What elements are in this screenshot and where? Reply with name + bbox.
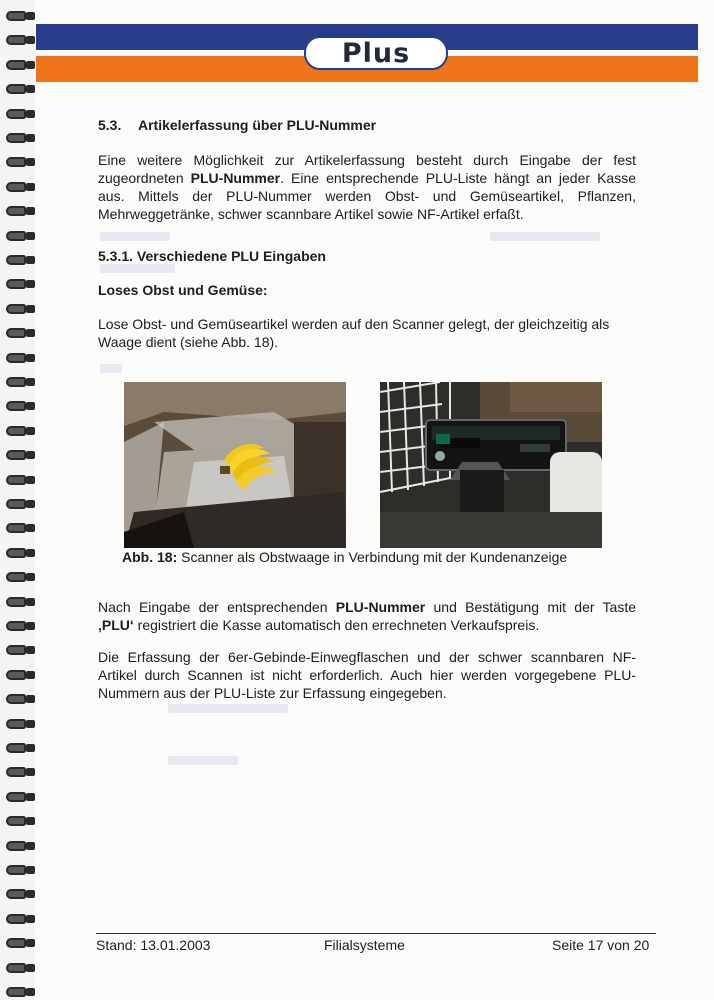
bottles-paragraph: Die Erfassung der 6er-Gebinde-Einwegflaschen und der schwer scannbaren NF-Artikel durch Scannen ist nicht erforderlich. Auch hier werden vorgegebene PLU-Nummern aus der PLU-Liste zur Erfassung eingegeben. bbox=[98, 649, 636, 701]
binding-ring bbox=[6, 181, 36, 193]
scanner-bananas-illustration bbox=[124, 382, 346, 548]
binding-ring bbox=[6, 693, 36, 705]
intro-text-end: . Eine entsprechende PLU-Liste hängt an jeder Kasse aus. Mittels der PLU-Nummer werden Obst- und Gemüseartikel, Pflanzen, Mehrweggetränke, schwer scannbare Artikel sowie NF-Artikel erfaßt. bbox=[98, 170, 636, 222]
binding-ring bbox=[6, 205, 36, 217]
binding-ring bbox=[6, 742, 36, 754]
figure-label: Abb. 18: bbox=[122, 549, 178, 565]
binding-ring bbox=[6, 132, 36, 144]
binding-ring bbox=[6, 864, 36, 876]
binding-ring bbox=[6, 449, 36, 461]
footer-date: Stand: 13.01.2003 bbox=[96, 937, 211, 953]
entry-bold-plu-key: ‚PLU‘ bbox=[98, 617, 134, 633]
binding-ring bbox=[6, 352, 36, 364]
binding-ring bbox=[6, 596, 36, 608]
entry-text-middle: und Bestätigung mit der Taste bbox=[425, 599, 636, 615]
photo-scanner-with-bananas bbox=[124, 382, 346, 548]
binding-ring bbox=[6, 766, 36, 778]
section-number: 5.3. bbox=[98, 117, 122, 133]
binding-ring bbox=[6, 156, 36, 168]
customer-display-illustration bbox=[380, 382, 602, 548]
binding-ring bbox=[6, 888, 36, 900]
binding-ring bbox=[6, 34, 36, 46]
section-title: Artikelerfassung über PLU-Nummer bbox=[138, 117, 377, 133]
binding-ring bbox=[6, 644, 36, 656]
binding-ring bbox=[6, 498, 36, 510]
binding-ring bbox=[6, 376, 36, 388]
footer-department: Filialsysteme bbox=[324, 937, 405, 953]
figure-caption bbox=[122, 549, 567, 565]
brand-header bbox=[36, 24, 698, 82]
binding-ring bbox=[6, 522, 36, 534]
footer-divider bbox=[96, 933, 656, 934]
binding-ring bbox=[6, 962, 36, 974]
binding-ring bbox=[6, 718, 36, 730]
binding-ring bbox=[6, 254, 36, 266]
binding-ring bbox=[6, 108, 36, 120]
subheading-loose-produce: Loses Obst und Gemüse: bbox=[98, 282, 268, 298]
binding-ring bbox=[6, 425, 36, 437]
binding-ring bbox=[6, 303, 36, 315]
figure-caption-text: Scanner als Obstwaage in Verbindung mit der Kundenanzeige bbox=[177, 549, 568, 565]
binding-ring bbox=[6, 83, 36, 95]
subsection-heading: 5.3.1. Verschiedene PLU Eingaben bbox=[98, 248, 326, 264]
binding-ring bbox=[6, 230, 36, 242]
binding-ring bbox=[6, 791, 36, 803]
entry-paragraph bbox=[98, 598, 636, 634]
spiral-binding bbox=[0, 0, 40, 1000]
scanner-paragraph: Lose Obst- und Gemüseartikel werden auf den Scanner gelegt, der gleichzeitig als Waage dient (siehe Abb. 18). bbox=[98, 316, 610, 350]
photo-customer-display bbox=[380, 382, 602, 548]
binding-ring bbox=[6, 986, 36, 998]
binding-ring bbox=[6, 620, 36, 632]
binding-ring bbox=[6, 59, 36, 71]
entry-text-end: registriert die Kasse automatisch den errechneten Verkaufspreis. bbox=[133, 617, 540, 633]
intro-text-start: Eine weitere Möglichkeit zur Artikelerfassung besteht durch Eingabe der fest zugeordneten bbox=[98, 152, 636, 186]
binding-ring bbox=[6, 669, 36, 681]
binding-ring bbox=[6, 815, 36, 827]
binding-ring bbox=[6, 571, 36, 583]
binding-ring bbox=[6, 10, 36, 22]
binding-ring bbox=[6, 547, 36, 559]
binding-ring bbox=[6, 840, 36, 852]
binding-ring bbox=[6, 937, 36, 949]
footer-page-number: Seite 17 von 20 bbox=[552, 937, 650, 953]
intro-paragraph bbox=[98, 151, 636, 223]
binding-ring bbox=[6, 400, 36, 412]
logo-text: Plus bbox=[341, 37, 411, 69]
plus-logo bbox=[304, 36, 448, 70]
binding-ring bbox=[6, 278, 36, 290]
binding-ring bbox=[6, 474, 36, 486]
section-heading bbox=[98, 117, 376, 133]
binding-ring bbox=[6, 913, 36, 925]
entry-bold-plu-number: PLU-Nummer bbox=[335, 599, 426, 615]
intro-bold-plu: PLU-Nummer bbox=[190, 170, 281, 186]
binding-ring bbox=[6, 327, 36, 339]
entry-text-start: Nach Eingabe der entsprechenden bbox=[98, 599, 336, 615]
